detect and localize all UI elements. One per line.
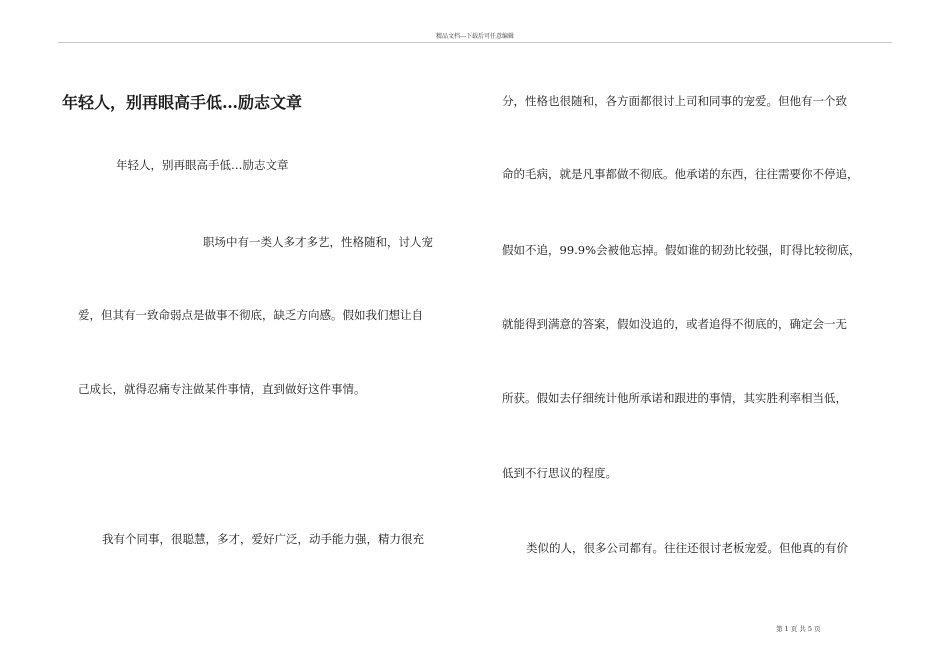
right-line-7: 类似的人，很多公司都有。往往还很讨老板宠爱。但他真的有价 bbox=[526, 541, 848, 555]
right-line-3: 假如不追，99.9%会被他忘掉。假如谁的韧劲比较强，盯得比较彻底， bbox=[502, 243, 861, 257]
left-line-3: 爱，但其有一致命弱点是做事不彻底，缺乏方向感。假如我们想让自 bbox=[78, 308, 423, 322]
header-divider bbox=[58, 42, 892, 43]
right-line-2: 命的毛病，就是凡事都做不彻底。他承诺的东西，往往需要你不停追， bbox=[502, 167, 859, 181]
document-title: 年轻人，别再眼高手低…励志文章 bbox=[62, 93, 303, 112]
right-line-1: 分，性格也很随和，各方面都很讨上司和同事的宠爱。但他有一个致 bbox=[502, 94, 847, 108]
left-line-5: 我有个同事，很聪慧，多才，爱好广泛，动手能力强，精力很充 bbox=[102, 532, 424, 546]
right-line-4: 就能得到满意的答案，假如没追的，或者追得不彻底的，确定会一无 bbox=[502, 317, 847, 331]
page-number: 第 1 页 共 5 页 bbox=[776, 625, 821, 633]
right-line-6: 低到不行思议的程度。 bbox=[502, 466, 617, 480]
left-line-4: 己成长，就得忍痛专注做某件事情，直到做好这件事情。 bbox=[78, 382, 366, 396]
page-header: 精品文档---下载后可任意编辑 bbox=[435, 33, 515, 40]
left-line-2: 职场中有一类人多才多艺，性格随和，讨人宠 bbox=[203, 235, 433, 249]
left-line-1: 年轻人，别再眼高手低…励志文章 bbox=[116, 158, 289, 172]
right-line-5: 所获。假如去仔细统计他所承诺和跟进的事情，其实胜利率相当低， bbox=[502, 391, 847, 405]
